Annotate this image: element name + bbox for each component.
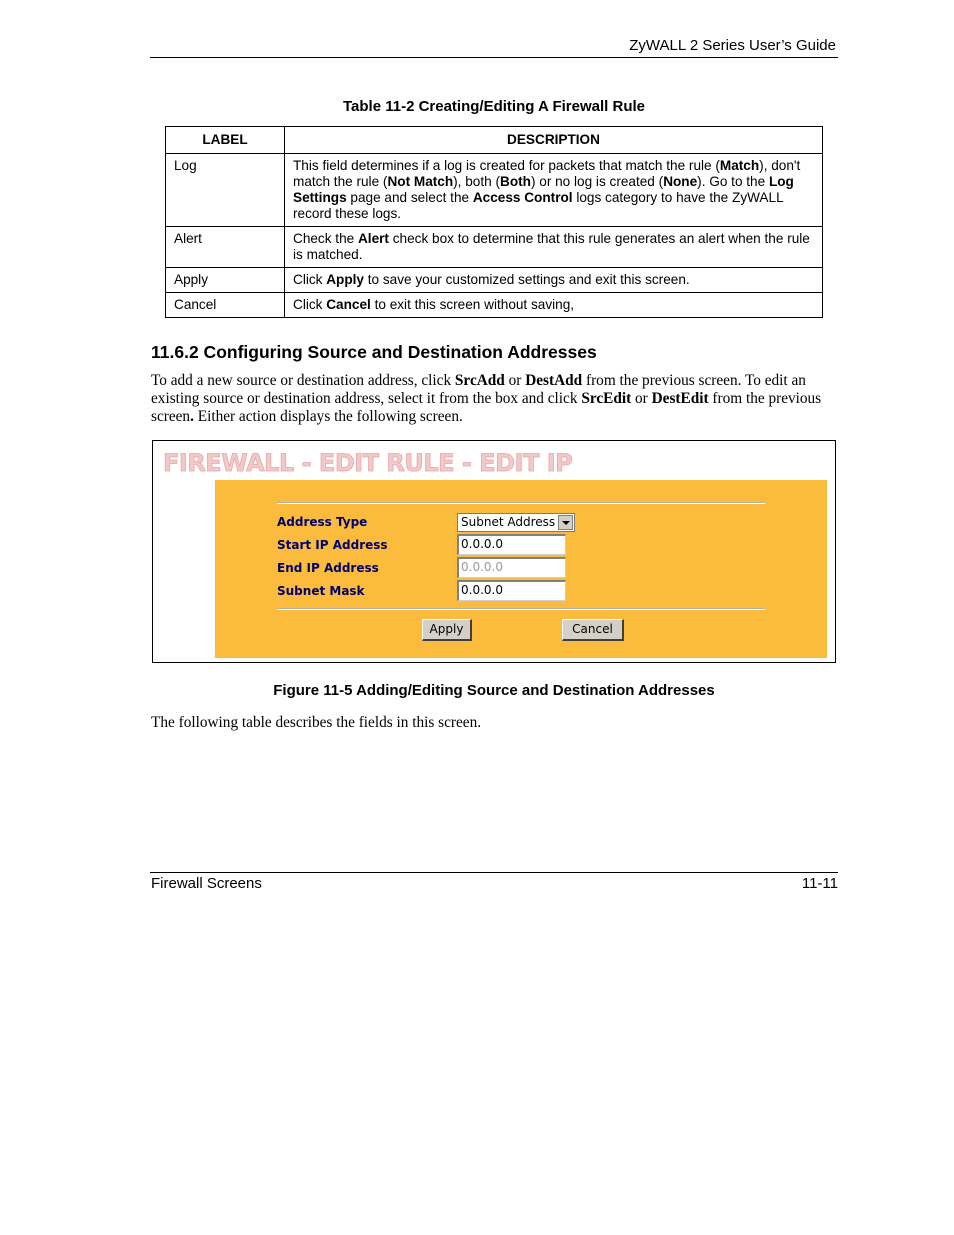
bold-term: Both bbox=[500, 174, 531, 189]
address-type-label: Address Type bbox=[277, 515, 368, 529]
apply-button[interactable]: Apply bbox=[422, 619, 472, 641]
subnet-mask-input[interactable]: 0.0.0.0 bbox=[457, 580, 566, 601]
top-divider bbox=[277, 502, 765, 504]
text-run: from the previous screen. To edit an existing source or destination address, select it from the box and click bbox=[151, 372, 806, 407]
text-run: ), don't match the rule ( bbox=[293, 158, 801, 189]
footer-chapter: Firewall Screens bbox=[151, 875, 262, 892]
page-number: 11-11 bbox=[801, 875, 838, 892]
cancel-button[interactable]: Cancel bbox=[562, 619, 624, 641]
running-header: ZyWALL 2 Series User’s Guide bbox=[629, 37, 836, 54]
bold-term: . bbox=[190, 408, 194, 425]
bold-term: Not Match bbox=[387, 174, 454, 189]
text-run: or bbox=[504, 372, 526, 389]
text-run: to exit this screen without saving, bbox=[370, 297, 575, 312]
table-row bbox=[166, 293, 823, 318]
table-row bbox=[166, 268, 823, 293]
bold-term: None bbox=[663, 174, 698, 189]
column-header-label: LABEL bbox=[166, 127, 285, 154]
row-description bbox=[285, 268, 823, 293]
row-description bbox=[285, 293, 823, 318]
text-run: ) or no log is created ( bbox=[530, 174, 664, 189]
bottom-divider bbox=[277, 608, 765, 610]
firewall-rule-table bbox=[165, 126, 823, 318]
text-run: ), both ( bbox=[453, 174, 500, 189]
text-run: from the previous screen bbox=[151, 390, 822, 425]
section-paragraph bbox=[151, 372, 839, 426]
text-run: logs category to have the ZyWALL record these logs. bbox=[293, 190, 784, 221]
start-ip-label: Start IP Address bbox=[277, 538, 388, 552]
closing-paragraph: The following table describes the fields in this screen. bbox=[151, 714, 482, 731]
text-run: page and select the bbox=[346, 190, 473, 205]
text-run: check box to determine that this rule generates an alert when the rule is matched. bbox=[293, 231, 810, 262]
text-run: Either action displays the following screen. bbox=[193, 408, 463, 425]
text-run: to save your customized settings and exit this screen. bbox=[364, 272, 690, 287]
bold-term: DestEdit bbox=[651, 390, 709, 407]
address-type-select[interactable] bbox=[457, 513, 575, 532]
text-run: This field determines if a log is created for packets that match the rule ( bbox=[293, 158, 720, 173]
header-rule bbox=[150, 57, 838, 58]
text-run: ). Go to the bbox=[697, 174, 769, 189]
row-label: Apply bbox=[166, 268, 285, 293]
bold-term: Log Settings bbox=[293, 174, 794, 205]
text-run: Check the bbox=[293, 231, 358, 246]
subnet-mask-label: Subnet Mask bbox=[277, 584, 365, 598]
table-row bbox=[166, 227, 823, 268]
bold-term: SrcAdd bbox=[454, 372, 505, 389]
edit-ip-panel bbox=[215, 480, 827, 658]
row-label: Cancel bbox=[166, 293, 285, 318]
start-ip-input[interactable]: 0.0.0.0 bbox=[457, 534, 566, 555]
bold-term: SrcEdit bbox=[581, 390, 632, 407]
bold-term: Cancel bbox=[326, 297, 371, 312]
text-run: To add a new source or destination address, click bbox=[151, 372, 455, 389]
text-run: Click bbox=[293, 272, 327, 287]
row-description bbox=[285, 227, 823, 268]
bold-term: Match bbox=[719, 158, 760, 173]
bold-term: Alert bbox=[357, 231, 389, 246]
screen-title: FIREWALL - EDIT RULE - EDIT IP bbox=[163, 449, 573, 477]
section-heading: 11.6.2 Configuring Source and Destination Addresses bbox=[151, 342, 597, 362]
footer-rule bbox=[150, 872, 838, 873]
table-caption: Table 11-2 Creating/Editing A Firewall Rule bbox=[342, 98, 645, 115]
address-type-value: Subnet Address bbox=[461, 515, 556, 529]
row-label: Alert bbox=[166, 227, 285, 268]
chevron-down-icon[interactable] bbox=[558, 515, 573, 530]
table-row bbox=[166, 154, 823, 227]
row-description bbox=[285, 154, 823, 227]
figure-screenshot bbox=[152, 440, 836, 663]
bold-term: DestAdd bbox=[525, 372, 583, 389]
text-run: or bbox=[631, 390, 652, 407]
bold-term: Apply bbox=[326, 272, 364, 287]
figure-caption: Figure 11-5 Adding/Editing Source and Destination Addresses bbox=[273, 682, 715, 699]
column-header-description: DESCRIPTION bbox=[285, 127, 823, 154]
end-ip-input[interactable]: 0.0.0.0 bbox=[457, 557, 566, 578]
end-ip-label: End IP Address bbox=[277, 561, 379, 575]
row-label: Log bbox=[166, 154, 285, 227]
text-run: Click bbox=[293, 297, 327, 312]
bold-term: Access Control bbox=[472, 190, 573, 205]
table-header-row bbox=[166, 127, 823, 154]
